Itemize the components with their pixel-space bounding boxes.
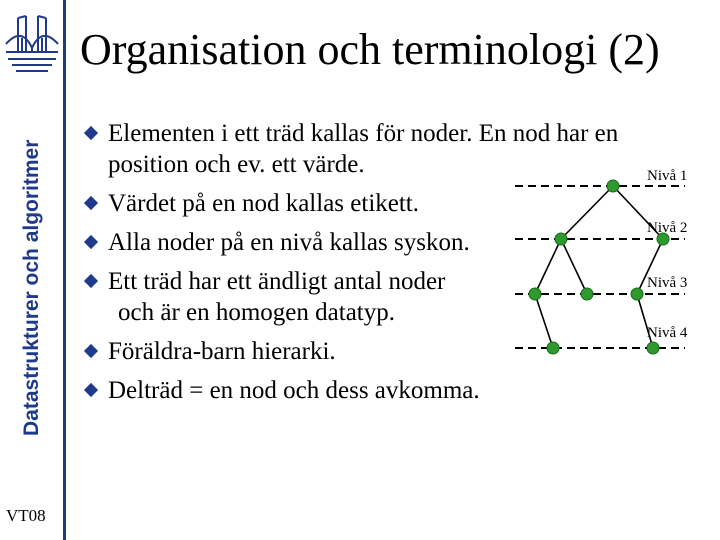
tree-diagram bbox=[505, 152, 715, 362]
list-item bbox=[84, 227, 524, 258]
bullet-diamond-icon bbox=[84, 126, 98, 140]
tree-node bbox=[555, 233, 567, 245]
list-item bbox=[84, 188, 524, 219]
bullet-text: Elementen i ett träd kallas för noder. En nod har en bbox=[108, 120, 619, 147]
bridge-logo-icon bbox=[4, 8, 60, 80]
bullet-diamond-icon bbox=[84, 383, 98, 397]
bullet-text: Alla noder på en nivå kallas syskon. bbox=[108, 229, 470, 256]
bullet-text: Delträd = en nod och dess avkomma. bbox=[108, 377, 480, 404]
level-lines bbox=[515, 186, 688, 348]
tree-node bbox=[631, 288, 643, 300]
bullet-text: Föräldra-barn hierarki. bbox=[108, 338, 336, 365]
tree-node bbox=[647, 342, 659, 354]
bullet-diamond-icon bbox=[84, 196, 98, 210]
bullet-text: position och ev. ett värde. bbox=[108, 151, 365, 178]
page-title: Organisation och terminologi (2) bbox=[80, 25, 660, 74]
bullet-list bbox=[84, 118, 619, 414]
sidebar bbox=[0, 0, 63, 540]
course-code: VT08 bbox=[6, 506, 46, 525]
list-item bbox=[84, 375, 524, 406]
tree-node bbox=[529, 288, 541, 300]
bullet-diamond-icon bbox=[84, 235, 98, 249]
tree-node bbox=[547, 342, 559, 354]
tree-edge bbox=[535, 294, 553, 348]
bullet-text: Ett träd har ett ändligt antal noder bbox=[108, 268, 446, 295]
tree-edge bbox=[561, 239, 587, 294]
list-item bbox=[84, 266, 524, 328]
level-label: Nivå 1 bbox=[647, 168, 688, 184]
bullet-diamond-icon bbox=[84, 274, 98, 288]
bullet-diamond-icon bbox=[84, 344, 98, 358]
tree-node bbox=[581, 288, 593, 300]
course-title: Datastrukturer och algoritmer bbox=[20, 139, 43, 436]
tree-edge bbox=[535, 239, 561, 294]
tree-node bbox=[607, 180, 619, 192]
level-label: Nivå 3 bbox=[647, 275, 688, 291]
level-label: Nivå 4 bbox=[647, 325, 688, 341]
sidebar-divider bbox=[63, 0, 66, 540]
list-item bbox=[84, 118, 619, 180]
tree-edges bbox=[535, 186, 663, 348]
list-item bbox=[84, 336, 524, 367]
bullet-text: Värdet på en nod kallas etikett. bbox=[108, 190, 419, 217]
tree-edge bbox=[561, 186, 613, 239]
level-label: Nivå 2 bbox=[647, 220, 688, 236]
bullet-text: och är en homogen datatyp. bbox=[118, 299, 395, 326]
